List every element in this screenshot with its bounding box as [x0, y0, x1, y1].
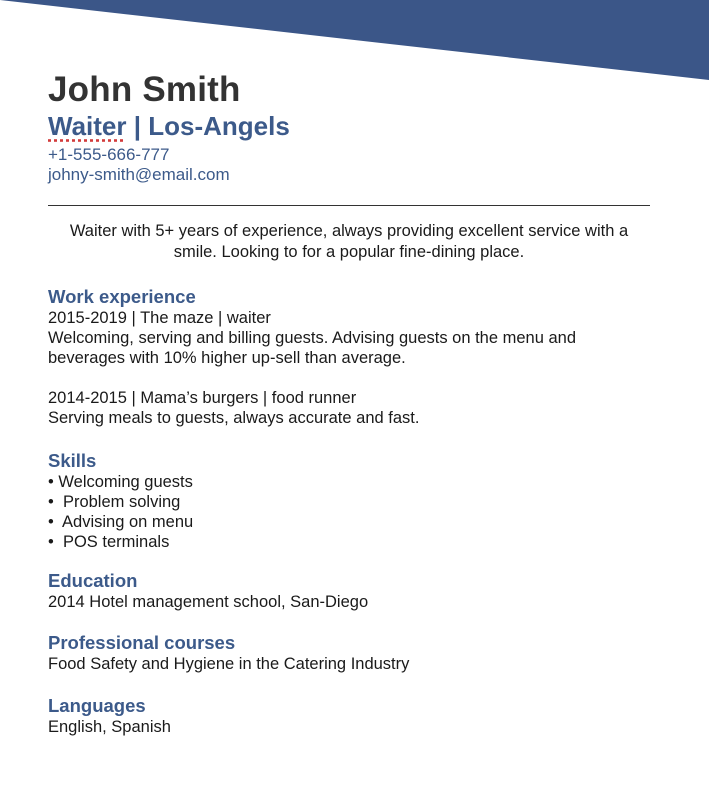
job-city: Los-Angels	[148, 111, 290, 141]
divider-line	[48, 205, 650, 206]
list-item: • Problem solving	[48, 493, 181, 511]
section-heading: Languages	[48, 695, 146, 716]
list-item: • Welcoming guests	[48, 473, 193, 491]
header-banner	[0, 0, 709, 80]
education-line: 2014 Hotel management school, San-Diego	[48, 593, 369, 611]
summary-text: Waiter with 5+ years of experience, always providing excellent service with a smile. Looking to for a popular fine-dining place.	[69, 222, 629, 261]
job-description: beverages with 10% higher up-sell than average.	[48, 349, 406, 367]
skills-section	[48, 450, 668, 552]
languages-section	[48, 695, 668, 737]
candidate-name: John Smith	[48, 70, 241, 109]
work-experience-section	[48, 286, 668, 428]
list-item: • Advising on menu	[48, 513, 194, 531]
job-description: Welcoming, serving and billing guests. Advising guests on the menu and	[48, 329, 577, 347]
job-line: 2014-2015 | Mama’s burgers | food runner	[48, 389, 357, 407]
languages-line: English, Spanish	[48, 718, 171, 736]
job-line: 2015-2019 | The maze | waiter	[48, 309, 271, 327]
education-section	[48, 570, 668, 612]
section-heading: Work experience	[48, 286, 196, 307]
title-separator: |	[126, 111, 149, 141]
phone-number: +1-555-666-777	[48, 145, 170, 164]
courses-section	[48, 632, 668, 674]
section-heading: Education	[48, 570, 138, 591]
job-title	[48, 111, 290, 142]
course-line: Food Safety and Hygiene in the Catering Industry	[48, 655, 410, 673]
job-role: Waiter	[48, 111, 127, 141]
list-item: • POS terminals	[48, 533, 170, 551]
email-address: johny-smith@email.com	[48, 165, 230, 184]
section-heading: Skills	[48, 450, 97, 471]
section-heading: Professional courses	[48, 632, 236, 653]
job-description: Serving meals to guests, always accurate and fast.	[48, 409, 420, 427]
